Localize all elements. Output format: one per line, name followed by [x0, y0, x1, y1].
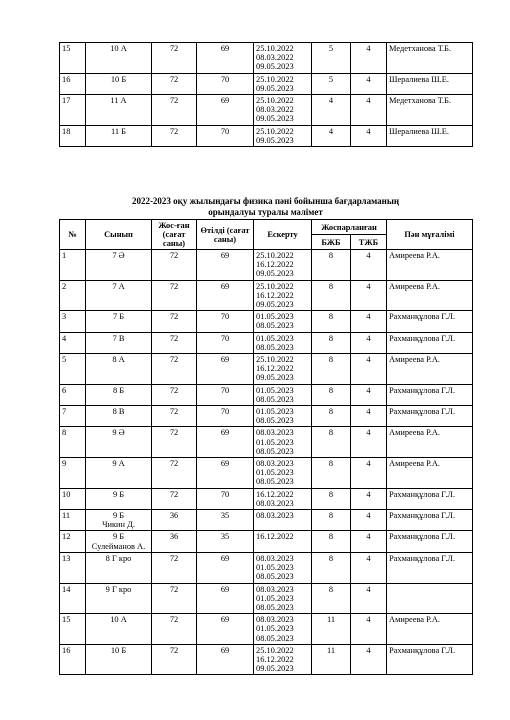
grade-label: 8 В — [112, 407, 125, 417]
done-hours: 69 — [197, 644, 254, 675]
row-number: 15 — [60, 614, 86, 645]
table-row — [60, 95, 473, 126]
note-date: 16.12.2022 — [256, 532, 294, 542]
table-row — [60, 531, 473, 552]
row-number: 2 — [60, 280, 86, 311]
bzhb-count: 11 — [312, 614, 351, 645]
note-date: 25.10.2022 — [256, 96, 294, 106]
bzhb-count: 5 — [312, 73, 351, 94]
planned-hours: 72 — [152, 384, 197, 405]
note-dates — [254, 552, 312, 583]
table-row — [60, 280, 473, 311]
done-hours: 35 — [197, 510, 254, 531]
grade-label: 9 Г кро — [105, 584, 132, 594]
done-hours: 70 — [197, 488, 254, 509]
grade-label: 9 Б — [112, 489, 125, 499]
bzhb-count: 5 — [312, 43, 351, 74]
student-name: Чикин Д. — [102, 520, 135, 530]
bzhb-count: 8 — [312, 458, 351, 489]
table-row — [60, 73, 473, 94]
teacher-name: Амиреева Р.А. — [387, 280, 473, 311]
note-dates — [254, 125, 312, 146]
row-number: 10 — [60, 488, 86, 509]
tzhb-count: 4 — [351, 552, 387, 583]
grade-label: 7 В — [112, 333, 125, 343]
note-date: 08.05.2023 — [256, 602, 294, 612]
row-number: 17 — [60, 95, 86, 126]
header-note: Ескерту — [254, 220, 312, 250]
grade-label: 11 Б — [111, 126, 126, 136]
done-hours: 69 — [197, 43, 254, 74]
grade-label: 9 Б — [112, 511, 125, 521]
done-hours: 35 — [197, 531, 254, 552]
report-title-line1: 2022-2023 оқу жылындағы физика пәні бойынша бағдарламаның — [131, 196, 400, 206]
note-dates — [254, 531, 312, 552]
note-dates — [254, 614, 312, 645]
grade-cell — [86, 488, 152, 509]
row-number: 12 — [60, 531, 86, 552]
done-hours: 70 — [197, 311, 254, 332]
table-row — [60, 311, 473, 332]
table-row — [60, 354, 473, 385]
planned-hours: 72 — [152, 332, 197, 353]
note-date: 09.05.2023 — [256, 269, 294, 279]
note-date: 25.10.2022 — [256, 355, 294, 365]
tzhb-count: 4 — [351, 95, 387, 126]
row-number: 16 — [60, 73, 86, 94]
tzhb-count: 4 — [351, 427, 387, 458]
bzhb-count: 8 — [312, 427, 351, 458]
note-dates — [254, 510, 312, 531]
grade-cell — [86, 427, 152, 458]
bzhb-count: 8 — [312, 406, 351, 427]
grade-cell — [86, 354, 152, 385]
grade-label: 9 Ә — [112, 428, 125, 438]
row-number: 7 — [60, 406, 86, 427]
bzhb-count: 8 — [312, 354, 351, 385]
tzhb-count: 4 — [351, 644, 387, 675]
grade-label: 8 А — [112, 355, 125, 365]
bzhb-count: 8 — [312, 332, 351, 353]
bzhb-count: 8 — [312, 488, 351, 509]
bzhb-count: 4 — [312, 95, 351, 126]
header-planned: Жос-ған (сағат саны) — [152, 220, 197, 250]
note-date: 01.05.2023 — [256, 385, 294, 395]
continued-table-body — [60, 43, 473, 147]
teacher-name: Амиреева Р.А. — [387, 427, 473, 458]
bzhb-count: 8 — [312, 552, 351, 583]
grade-label: 10 Б — [110, 645, 127, 655]
note-date: 16.12.2022 — [256, 654, 294, 664]
row-number: 6 — [60, 384, 86, 405]
note-date: 08.05.2023 — [256, 572, 294, 582]
teacher-name: Шералиева Ш.Е. — [387, 125, 473, 146]
grade-cell — [86, 644, 152, 675]
grade-label: 9 Б — [112, 532, 125, 542]
grade-label: 8 Г кро — [105, 553, 132, 563]
row-number: 1 — [60, 250, 86, 281]
tzhb-count: 4 — [351, 125, 387, 146]
planned-hours: 72 — [152, 250, 197, 281]
note-dates — [254, 458, 312, 489]
note-date: 08.03.2023 — [256, 459, 294, 469]
planned-hours: 72 — [152, 73, 197, 94]
planned-hours: 72 — [152, 458, 197, 489]
done-hours: 69 — [197, 583, 254, 614]
note-date: 25.10.2022 — [256, 251, 294, 260]
done-hours: 69 — [197, 552, 254, 583]
grade-cell — [86, 250, 152, 281]
tzhb-count: 4 — [351, 583, 387, 614]
grade-cell — [86, 531, 152, 552]
table-row — [60, 384, 473, 405]
note-date: 08.03.2023 — [256, 498, 294, 508]
planned-hours: 72 — [152, 354, 197, 385]
grade-cell — [86, 510, 152, 531]
bzhb-count: 4 — [312, 125, 351, 146]
note-date: 08.03.2023 — [256, 584, 294, 594]
teacher-name: Рахманқұлова Г.Л. — [387, 531, 473, 552]
planned-hours: 72 — [152, 95, 197, 126]
grade-label: 10 Б — [110, 74, 127, 84]
tzhb-count: 4 — [351, 354, 387, 385]
note-date: 08.03.2023 — [256, 511, 294, 521]
row-number: 8 — [60, 427, 86, 458]
grade-cell — [86, 43, 152, 74]
teacher-name: Амиреева Р.А. — [387, 250, 473, 281]
note-date: 16.12.2022 — [256, 290, 294, 300]
bzhb-count: 8 — [312, 250, 351, 281]
note-dates — [254, 332, 312, 353]
grade-cell — [86, 583, 152, 614]
row-number: 3 — [60, 311, 86, 332]
tzhb-count: 4 — [351, 406, 387, 427]
note-date: 01.05.2023 — [256, 563, 294, 573]
note-dates — [254, 354, 312, 385]
teacher-name: Амиреева Р.А. — [387, 458, 473, 489]
teacher-name: Рахманқұлова Г.Л. — [387, 552, 473, 583]
done-hours: 69 — [197, 250, 254, 281]
header-done: Өтілді (сағат саны) — [197, 220, 254, 250]
note-date: 16.12.2022 — [256, 364, 294, 374]
teacher-name — [387, 583, 473, 614]
note-dates — [254, 73, 312, 94]
note-date: 09.05.2023 — [256, 114, 294, 124]
row-number: 4 — [60, 332, 86, 353]
note-date: 08.05.2023 — [256, 394, 294, 404]
note-date: 08.05.2023 — [256, 416, 294, 426]
tzhb-count: 4 — [351, 531, 387, 552]
done-hours: 70 — [197, 125, 254, 146]
note-date: 09.05.2023 — [256, 664, 294, 674]
teacher-name: Рахманқұлова Г.Л. — [387, 332, 473, 353]
note-date: 01.05.2023 — [256, 333, 294, 343]
note-date: 09.05.2023 — [256, 300, 294, 310]
grade-cell — [86, 384, 152, 405]
note-dates — [254, 427, 312, 458]
note-date: 08.05.2023 — [256, 477, 294, 487]
note-date: 08.03.2022 — [256, 53, 294, 63]
teacher-name: Медетханова Т.Б. — [387, 43, 473, 74]
grade-label: 7 А — [112, 281, 125, 291]
header-teacher: Пән мұғалімі — [387, 220, 473, 250]
note-date: 08.05.2023 — [256, 633, 294, 643]
planned-hours: 72 — [152, 583, 197, 614]
tzhb-count: 4 — [351, 614, 387, 645]
note-date: 01.05.2023 — [256, 624, 294, 634]
note-dates — [254, 250, 312, 281]
note-date: 08.05.2023 — [256, 446, 294, 456]
table-row — [60, 250, 473, 281]
note-date: 25.10.2022 — [256, 645, 294, 655]
report-title-line2: орындалуы туралы мәлімет — [208, 207, 323, 217]
row-number: 18 — [60, 125, 86, 146]
continued-table — [59, 42, 473, 147]
planned-hours: 72 — [152, 125, 197, 146]
done-hours: 69 — [197, 614, 254, 645]
row-number: 13 — [60, 552, 86, 583]
row-number: 16 — [60, 644, 86, 675]
note-date: 09.05.2023 — [256, 62, 294, 72]
note-dates — [254, 43, 312, 74]
done-hours: 69 — [197, 458, 254, 489]
note-date: 08.05.2023 — [256, 321, 294, 331]
note-date: 09.05.2023 — [256, 373, 294, 383]
note-date: 08.05.2023 — [256, 342, 294, 352]
row-number: 9 — [60, 458, 86, 489]
bzhb-count: 8 — [312, 531, 351, 552]
bzhb-count: 8 — [312, 311, 351, 332]
grade-cell — [86, 311, 152, 332]
teacher-name: Амиреева Р.А. — [387, 354, 473, 385]
table-row — [60, 332, 473, 353]
note-dates — [254, 488, 312, 509]
bzhb-count: 11 — [312, 644, 351, 675]
row-number: 14 — [60, 583, 86, 614]
header-tzhb: ТЖБ — [351, 235, 387, 250]
teacher-name: Рахманқұлова Г.Л. — [387, 644, 473, 675]
note-date: 25.10.2022 — [256, 281, 294, 291]
grade-cell — [86, 614, 152, 645]
teacher-name: Рахманқұлова Г.Л. — [387, 488, 473, 509]
table-row — [60, 43, 473, 74]
header-planned-group: Жоспарланған — [312, 220, 387, 235]
table-row — [60, 125, 473, 146]
note-date: 25.10.2022 — [256, 44, 294, 53]
planned-hours: 72 — [152, 280, 197, 311]
tzhb-count: 4 — [351, 384, 387, 405]
note-date: 01.05.2023 — [256, 312, 294, 322]
teacher-name: Амиреева Р.А. — [387, 614, 473, 645]
note-date: 01.05.2023 — [256, 468, 294, 478]
table-row — [60, 406, 473, 427]
done-hours: 69 — [197, 95, 254, 126]
header-bzhb: БЖБ — [312, 235, 351, 250]
done-hours: 69 — [197, 280, 254, 311]
planned-hours: 72 — [152, 311, 197, 332]
teacher-name: Рахманқұлова Г.Л. — [387, 510, 473, 531]
planned-hours: 72 — [152, 488, 197, 509]
planned-hours: 72 — [152, 614, 197, 645]
tzhb-count: 4 — [351, 332, 387, 353]
done-hours: 70 — [197, 73, 254, 94]
report-title — [59, 196, 472, 218]
done-hours: 69 — [197, 354, 254, 385]
note-date: 16.12.2022 — [256, 489, 294, 499]
grade-cell — [86, 332, 152, 353]
grade-label: 9 А — [112, 459, 125, 469]
student-name: Сулейманов А. — [91, 541, 146, 551]
done-hours: 70 — [197, 332, 254, 353]
bzhb-count: 8 — [312, 280, 351, 311]
tzhb-count: 4 — [351, 280, 387, 311]
note-date: 16.12.2022 — [256, 260, 294, 270]
teacher-name: Шералиева Ш.Е. — [387, 73, 473, 94]
tzhb-count: 4 — [351, 250, 387, 281]
done-hours: 70 — [197, 384, 254, 405]
bzhb-count: 8 — [312, 384, 351, 405]
row-number: 11 — [60, 510, 86, 531]
planned-hours: 72 — [152, 406, 197, 427]
teacher-name: Рахманқұлова Г.Л. — [387, 406, 473, 427]
planned-hours: 36 — [152, 531, 197, 552]
note-date: 08.03.2023 — [256, 428, 294, 438]
header-grade: Сынып — [86, 220, 152, 250]
row-number: 15 — [60, 43, 86, 74]
grade-cell — [86, 125, 152, 146]
table-row — [60, 614, 473, 645]
table-row — [60, 427, 473, 458]
note-dates — [254, 644, 312, 675]
header-no: № — [60, 220, 86, 250]
note-date: 08.03.2023 — [256, 553, 294, 563]
grade-label: 7 Ә — [112, 251, 125, 260]
note-date: 09.05.2023 — [256, 135, 294, 145]
teacher-name: Медетханова Т.Б. — [387, 95, 473, 126]
note-date: 01.05.2023 — [256, 437, 294, 447]
grade-label: 10 А — [110, 615, 127, 625]
planned-hours: 36 — [152, 510, 197, 531]
grade-label: 11 А — [110, 96, 127, 106]
note-dates — [254, 384, 312, 405]
physics-program-table — [59, 219, 473, 675]
teacher-name: Рахманқұлова Г.Л. — [387, 311, 473, 332]
tzhb-count: 4 — [351, 73, 387, 94]
tzhb-count: 4 — [351, 510, 387, 531]
note-date: 09.05.2023 — [256, 83, 294, 93]
planned-hours: 72 — [152, 427, 197, 458]
note-dates — [254, 280, 312, 311]
table-row — [60, 458, 473, 489]
note-date: 01.05.2023 — [256, 407, 294, 417]
teacher-name: Рахманқұлова Г.Л. — [387, 384, 473, 405]
note-date: 08.03.2022 — [256, 105, 294, 115]
grade-label: 7 Б — [112, 312, 125, 322]
tzhb-count: 4 — [351, 458, 387, 489]
table-row — [60, 488, 473, 509]
tzhb-count: 4 — [351, 311, 387, 332]
note-date: 25.10.2022 — [256, 74, 294, 84]
note-date: 01.05.2023 — [256, 593, 294, 603]
table-row — [60, 644, 473, 675]
bzhb-count: 8 — [312, 510, 351, 531]
grade-cell — [86, 95, 152, 126]
physics-program-table-body — [60, 250, 473, 675]
row-number: 5 — [60, 354, 86, 385]
note-dates — [254, 95, 312, 126]
grade-cell — [86, 552, 152, 583]
note-date: 25.10.2022 — [256, 126, 294, 136]
grade-label: 10 А — [110, 44, 127, 53]
bzhb-count: 8 — [312, 583, 351, 614]
note-dates — [254, 406, 312, 427]
tzhb-count: 4 — [351, 488, 387, 509]
table-row — [60, 510, 473, 531]
table-row — [60, 552, 473, 583]
note-dates — [254, 583, 312, 614]
table-row — [60, 583, 473, 614]
grade-cell — [86, 458, 152, 489]
done-hours: 69 — [197, 427, 254, 458]
grade-cell — [86, 280, 152, 311]
tzhb-count: 4 — [351, 43, 387, 74]
note-dates — [254, 311, 312, 332]
planned-hours: 72 — [152, 552, 197, 583]
note-date: 08.03.2023 — [256, 615, 294, 625]
grade-label: 8 Б — [112, 385, 125, 395]
done-hours: 70 — [197, 406, 254, 427]
grade-cell — [86, 73, 152, 94]
planned-hours: 72 — [152, 644, 197, 675]
grade-cell — [86, 406, 152, 427]
planned-hours: 72 — [152, 43, 197, 74]
